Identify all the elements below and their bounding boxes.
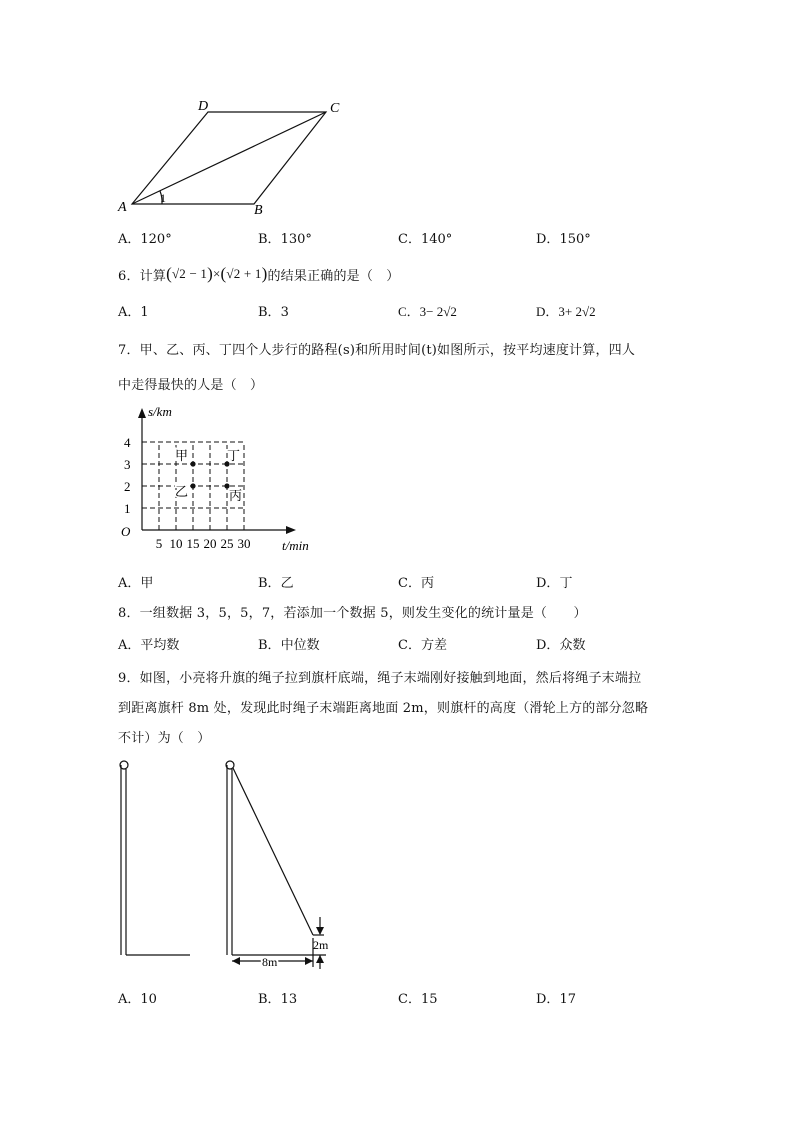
option-letter: C． <box>398 304 420 319</box>
q7-option-a[interactable] <box>118 572 153 591</box>
q6-prefix: 6．计算 <box>118 268 167 284</box>
q5-option-b[interactable] <box>258 228 312 247</box>
arrowhead-icon-bottom <box>316 955 324 963</box>
option-text: 140° <box>420 232 453 247</box>
data-point-label: 丁 <box>227 449 241 464</box>
q6-option-c[interactable] <box>398 301 457 320</box>
x-tick-label: 20 <box>203 536 217 551</box>
option-letter: C． <box>398 638 421 653</box>
paren-close: ) <box>207 264 213 283</box>
option-text: 乙 <box>280 576 294 591</box>
label-b: B <box>254 203 263 218</box>
option-letter: D． <box>536 232 560 247</box>
arrowhead-icon-right <box>305 957 313 965</box>
q7-points <box>175 449 242 504</box>
q8-option-a[interactable] <box>118 634 179 653</box>
paren-open: ( <box>220 264 227 283</box>
q7-stem-line1: 7．甲、乙、丙、丁四个人步行的路程(s)和所用时间(t)如图所示，按平均速度计算，四人 <box>118 343 636 358</box>
option-letter: C． <box>398 576 421 591</box>
option-letter: B． <box>258 305 281 320</box>
option-text: 10 <box>140 992 157 1007</box>
data-point-label: 甲 <box>175 449 189 464</box>
option-letter: B． <box>258 232 281 247</box>
q8-option-c[interactable] <box>398 634 447 653</box>
option-text: 平均数 <box>140 638 180 653</box>
label-a: A <box>118 200 127 215</box>
q9-stem-line2: 到距离旗杆 8m 处，发现此时绳子末端距离地面 2m，则旗杆的高度（滑轮上方的部分忽略 <box>118 701 649 716</box>
option-text: 众数 <box>559 638 586 653</box>
option-letter: C． <box>398 232 421 247</box>
x-tick-label: 10 <box>169 536 183 551</box>
q6-option-d[interactable] <box>536 301 596 320</box>
paren-close: ) <box>261 264 268 283</box>
option-letter: D． <box>536 576 560 591</box>
data-point <box>190 461 195 466</box>
q7-ylabel: s/km <box>148 404 172 419</box>
q9-stem-line1: 9．如图，小亮将升旗的绳子拉到旗杆底端，绳子末端刚好接触到地面，然后将绳子末端拉 <box>118 671 642 686</box>
option-text: 方差 <box>420 638 447 653</box>
option-text: 130° <box>280 232 312 247</box>
x-tick-label: 5 <box>155 536 163 551</box>
option-letter: A． <box>118 305 141 320</box>
q7-axes <box>138 408 296 534</box>
paren-open: ( <box>166 264 172 283</box>
option-text: 3+ 2√2 <box>558 304 596 319</box>
option-letter: D． <box>536 638 560 653</box>
option-letter: A． <box>118 232 141 247</box>
q9-option-c[interactable] <box>398 988 438 1007</box>
x-tick-label: 25 <box>220 536 234 551</box>
q6-expr-a: √2 − 1 <box>171 266 208 281</box>
q7-xlabel: t/min <box>282 538 309 553</box>
option-letter: D． <box>536 304 559 319</box>
arrowhead-icon-top <box>316 927 324 935</box>
q8-stem: 8．一组数据 3，5，5，7，若添加一个数据 5，则发生变化的统计量是（ ） <box>118 606 587 621</box>
q7-option-b[interactable] <box>258 572 294 591</box>
option-text: 13 <box>280 992 298 1007</box>
q8-option-b[interactable] <box>258 634 320 653</box>
x-tick-label: 30 <box>237 536 251 551</box>
slanted-rope <box>233 768 313 935</box>
option-letter: C． <box>398 992 421 1007</box>
q9-option-d[interactable] <box>536 988 576 1007</box>
q6-expr-b: √2 + 1 <box>226 266 262 281</box>
q7-option-c[interactable] <box>398 572 434 591</box>
data-point <box>224 483 229 488</box>
q6-option-b[interactable] <box>258 301 289 320</box>
q5-option-d[interactable] <box>536 228 591 247</box>
option-text: 15 <box>420 992 438 1007</box>
arrowhead-icon-left <box>232 957 240 965</box>
option-text: 甲 <box>140 576 154 591</box>
y-axis-arrow-icon <box>138 408 146 418</box>
x-axis-arrow-icon <box>286 526 296 534</box>
label-2m: 2m <box>313 938 329 952</box>
q7-origin: O <box>121 524 131 539</box>
option-text: 1 <box>140 305 149 320</box>
q8-option-d[interactable] <box>536 634 585 653</box>
option-text: 丁 <box>559 576 573 591</box>
y-tick-label: 3 <box>124 457 131 472</box>
label-c: C <box>330 101 340 116</box>
option-text: 3 <box>280 305 289 320</box>
data-point-label: 乙 <box>175 485 189 500</box>
q9-stem-line3: 不计）为（ ） <box>118 731 211 746</box>
option-text: 3− 2√2 <box>419 304 457 319</box>
option-letter: A． <box>118 576 141 591</box>
data-point-label: 丙 <box>229 489 243 504</box>
q6-stem <box>118 264 399 284</box>
option-text: 150° <box>559 232 591 247</box>
option-letter: B． <box>258 992 281 1007</box>
q7-option-d[interactable] <box>536 572 572 591</box>
q7-stem-line2: 中走得最快的人是（ ） <box>118 378 264 393</box>
q5-option-a[interactable] <box>118 228 172 247</box>
option-letter: B． <box>258 576 281 591</box>
x-tick-label: 15 <box>186 536 200 551</box>
label-8m: 8m <box>262 955 278 969</box>
option-text: 120° <box>140 232 172 247</box>
q6-suffix: 的结果正确的是（ ） <box>267 268 400 284</box>
q6-times: × <box>213 266 221 281</box>
q9-option-b[interactable] <box>258 988 297 1007</box>
option-text: 17 <box>559 992 576 1007</box>
option-letter: A． <box>118 992 141 1007</box>
option-letter: D． <box>536 992 560 1007</box>
q7-chart <box>112 398 332 558</box>
data-point <box>190 483 195 488</box>
label-d: D <box>198 99 209 114</box>
y-tick-label: 4 <box>124 435 131 450</box>
q9-option-a[interactable] <box>118 988 157 1007</box>
option-letter: A． <box>118 638 141 653</box>
q6-option-a[interactable] <box>118 301 149 320</box>
q5-option-c[interactable] <box>398 228 452 247</box>
y-tick-label: 2 <box>124 479 131 494</box>
option-text: 丙 <box>420 576 434 591</box>
q5-parallelogram-figure <box>112 92 352 222</box>
option-text: 中位数 <box>280 638 320 653</box>
q9-flagpole-figure <box>112 755 352 975</box>
label-angle-1: 1 <box>160 191 166 205</box>
y-tick-label: 1 <box>124 501 131 516</box>
option-letter: B． <box>258 638 281 653</box>
